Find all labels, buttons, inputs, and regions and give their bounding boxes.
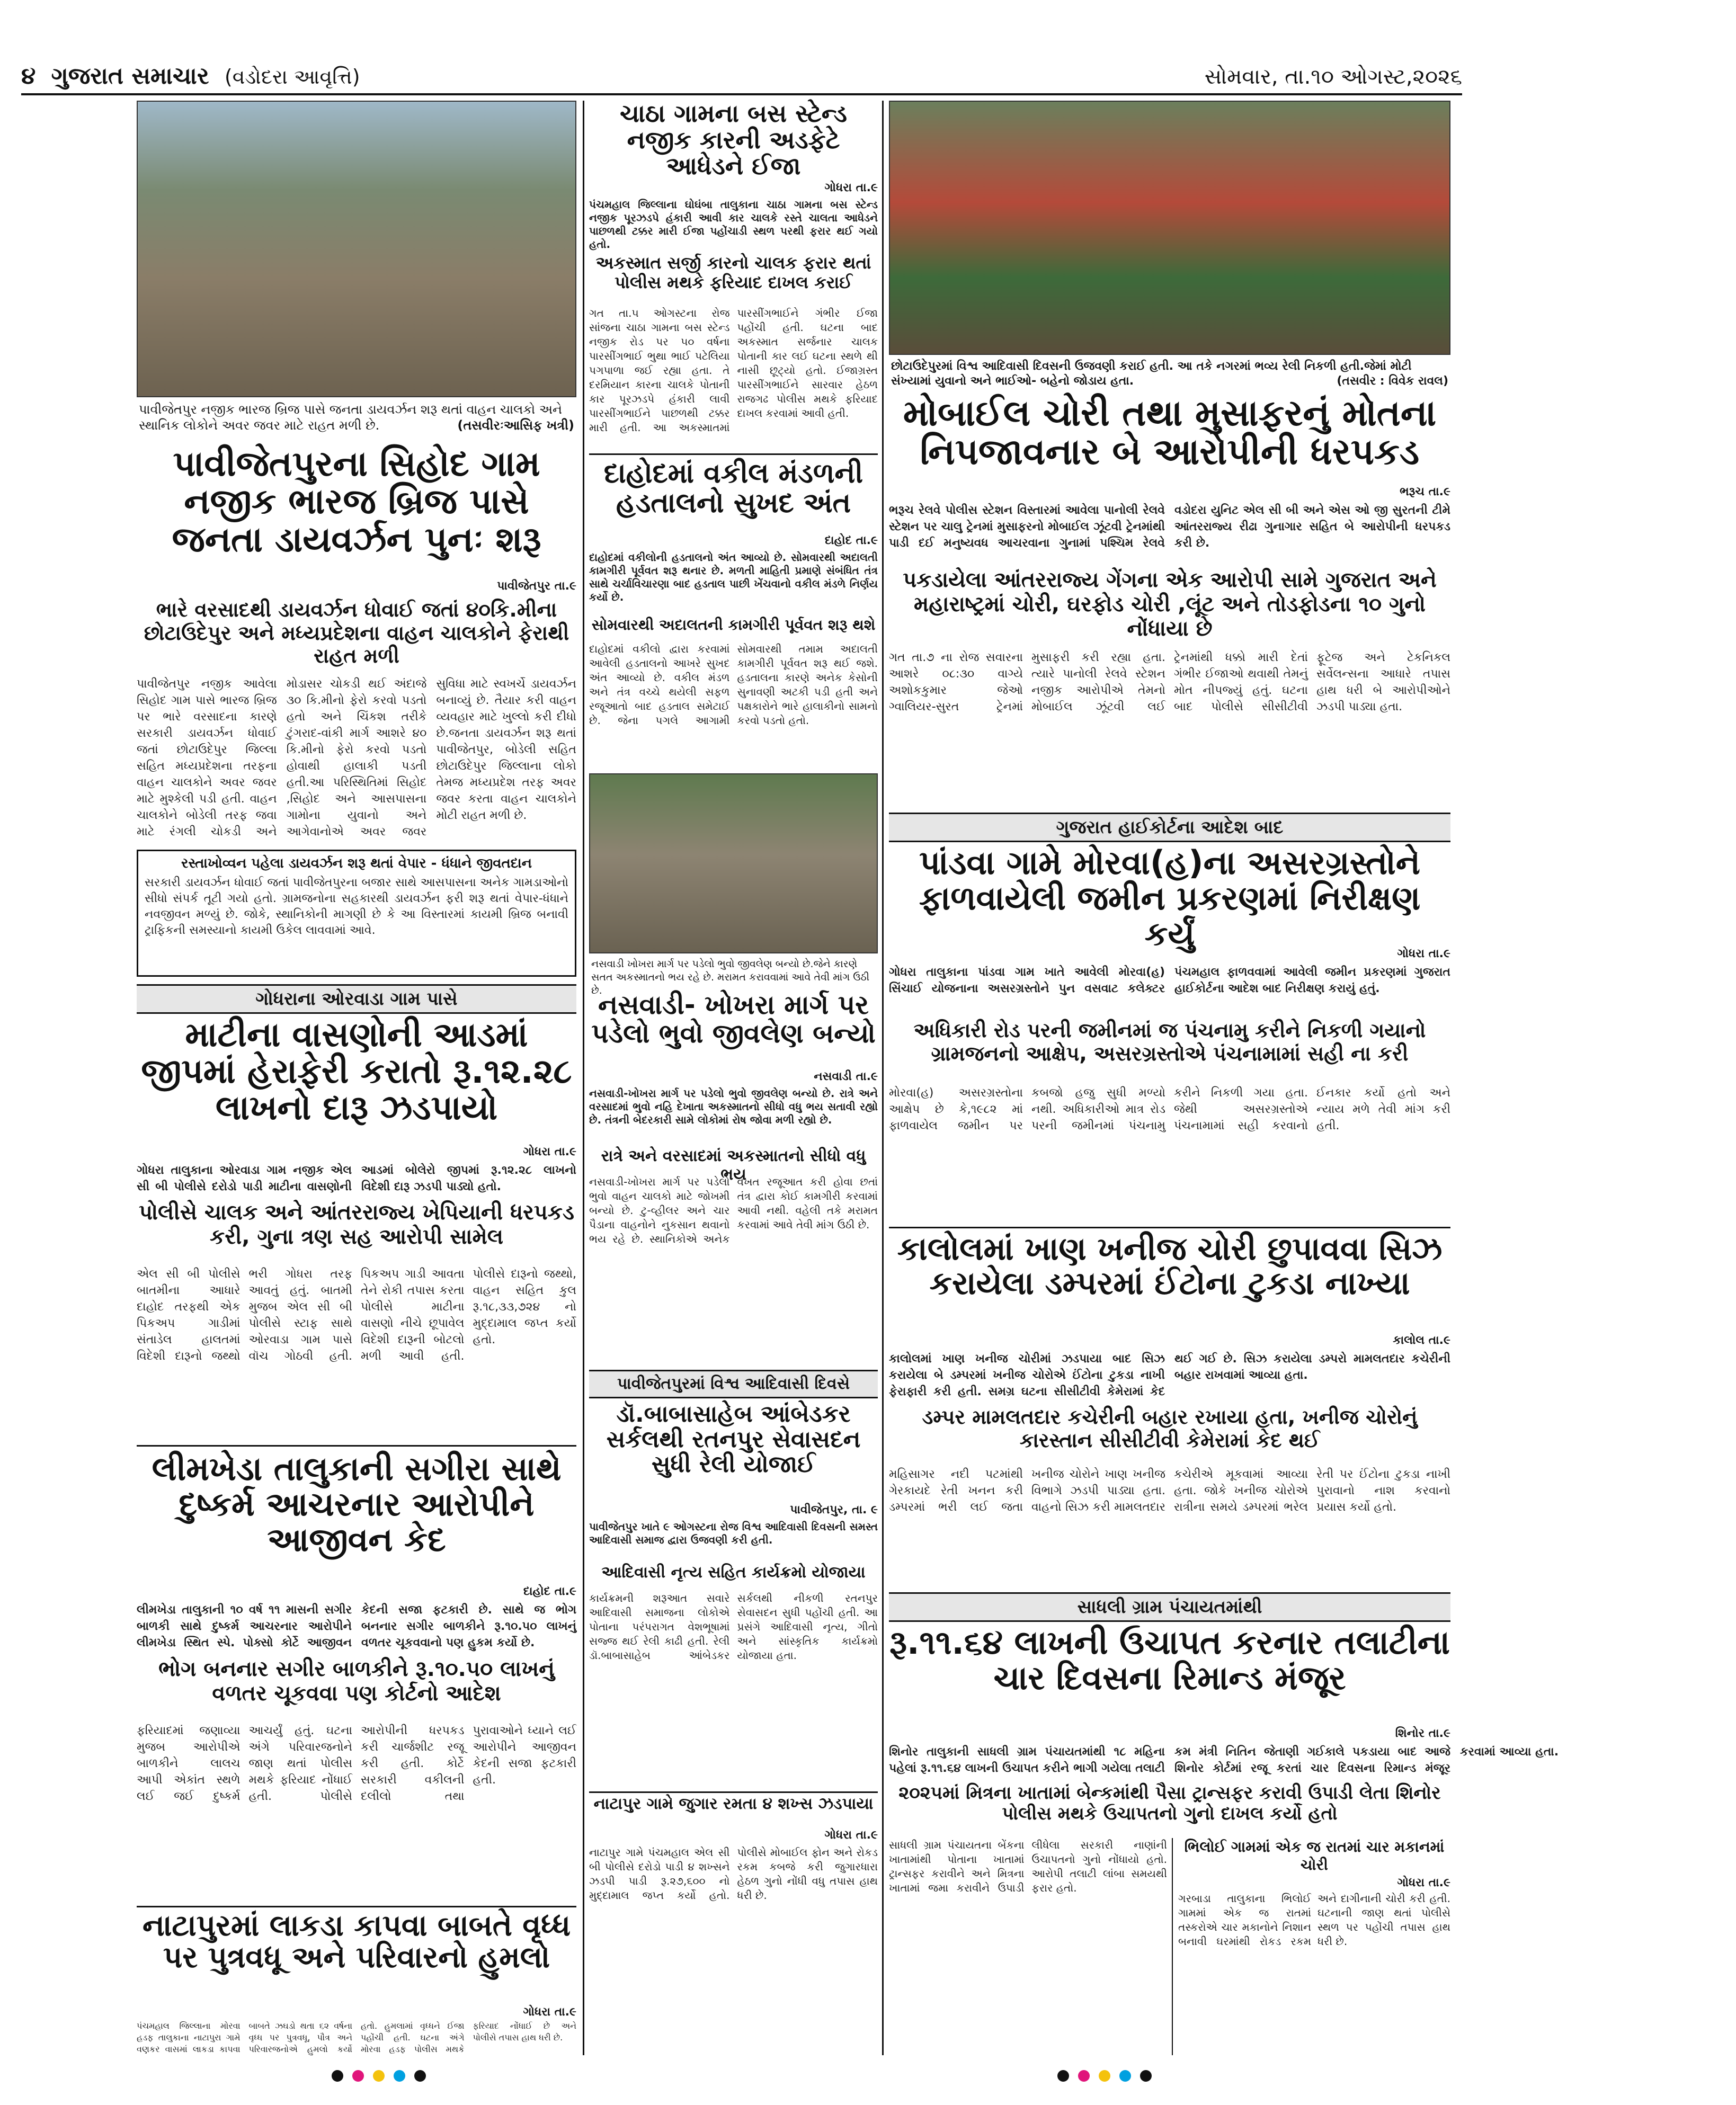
subheadline: પોલીસે ચાલક અને આંતરરાજ્ય ખેપિયાની ધરપકડ કરી, ગુના ત્રણ સહ આરોપી સામેલ xyxy=(139,1200,574,1249)
article-body: મોરવા(હ) અસરગ્રસ્તોના આક્ષેપ છે કે,૧૯૮૨ માં ફાળવાયેલ જમીન પર કબજો હજુ સુધી મળ્યો નથી. અધિકારીઓ માત્ર રોડ પરની જમીનમાં પંચનામુ કરીને નિકળી ગયા હતા. જેથી અસરગ્રસ્તોએ પંચનામામાં સહી કરવાનો ઈનકાર કર્યો હતો અને ન્યાય મળે તેવી માંગ કરી હતી. xyxy=(889,1086,1450,1132)
article-lead: પંચમહાલ જિલ્લાના ઘોઘંબા તાલુકાના ચાઠા ગામના બસ સ્ટેન્ડ નજીક પૂરઝડપે હંકારી આવી કાર ચાલકે રસ્તે ચાલતા આધેડને પાછળથી ટક્કર મારી ઈજા પહોંચાડી સ્થળ પરથી ફરાર થઈ ગયો હતો. xyxy=(589,198,878,251)
article-lead: કાલોલમાં ખાણ ખનીજ ચોરીમાં ઝડપાયા બાદ સિઝ કરાયેલા બે ડમ્પરમાં ખનીજ ચોરોએ ઈંટોના ટુકડા નાખી ફેરાફારી કરી હતી. સમગ્ર ઘટના સીસીટીવી કેમેરામાં કેદ થઈ ગઈ છે. સિઝ કરાયેલા ડમ્પરો મામલતદાર કચેરીની બહાર રાખવામાં આવ્યા હતા. xyxy=(889,1352,1450,1398)
article-lead: ગોધરા તાલુકાના પાંડવા ગામ ખાતે આવેલી મોરવા(હ) સિંચાઈ યોજનાના અસરગ્રસ્તોને પુન વસવાટ કલેક્ટર પંચમહાલ ફાળવવામાં આવેલી જમીન પ્રકરણમાં ગુજરાત હાઈકોર્ટના આદેશ બાદ નિરીક્ષણ કરાયું હતું. xyxy=(889,966,1450,995)
article-body: મહિસાગર નદી પટમાંથી ગેરકાયદે રેતી ખનન કરી ડમ્પરમાં ભરી લઈ જતા ખનીજ ચોરોને ખાણ ખનીજ વિભાગે ઝડપી પાડ્યા હતા. વાહનો સિઝ કરી મામલતદાર કચેરીએ મૂકવામાં આવ્યા હતા. જોકે ખનીજ ચોરોએ રાત્રીના સમયે ડમ્પરમાં ભરેલ રેતી પર ઈંટોના ટુકડા નાખી પુરાવાનો નાશ કરવાનો પ્રયાસ કર્યો હતો. xyxy=(889,1468,1450,1514)
article-body: નાટાપુર ગામે પંચમહાલ એલ સી બી પોલીસે દરોડો પાડી ૪ શખ્સને ઝડપી પાડી રૂ.૨૭,૬૦૦ નો મુદ્દામાલ જપ્ત કર્યો હતો. પોલીસે મોબાઈલ ફોન અને રોકડ રકમ કબજે કરી જુગારધારા હેઠળ ગુનો નોંધી વધુ તપાસ હાથ ધરી છે. xyxy=(589,1846,878,1902)
article-body: નસવાડી-ખોખરા માર્ગ પર પડેલો ભુવો વાહન ચાલકો માટે જોખમી બન્યો છે. ટુ-વ્હીલર અને ચાર પૈડાના વાહનોને નુકસાન થવાનો ભય રહે છે. સ્થાનિકોએ અનેક વખત રજૂઆત કરી હોવા છતાં તંત્ર દ્વારા કોઈ કામગીરી કરવામાં આવી નથી. વહેલી તકે મરામત કરવામાં આવે તેવી માંગ ઉઠી છે. xyxy=(589,1175,878,1245)
pothole-photo xyxy=(589,773,878,953)
article-lead: પાવીજેતપુર ખાતે ૯ ઓગસ્ટના રોજ વિશ્વ આદિવાસી દિવસની સમસ્ત આદિવાસી સમાજ દ્વારા ઉજવણી કરી હતી. xyxy=(589,1520,878,1546)
registration-dots-left xyxy=(328,2066,429,2088)
dateline: નસવાડી તા.૯ xyxy=(814,1070,878,1083)
issue-date: સોમવાર, તા.૧૦ ઓગસ્ટ,૨૦૨૬ xyxy=(1204,65,1462,89)
subheadline: અકસ્માત સર્જી કારનો ચાલક ફરાર થતાં પોલીસ મથકે ફરિયાદ દાખલ કરાઈ xyxy=(595,253,871,292)
subheadline: ૨૦૨૫માં મિત્રના ખાતામાં બેન્કમાંથી પૈસા ટ્રાન્સફર કરાવી ઉપાડી લેતા શિનોર પોલીસ મથકે ઉચાપતનો ગુનો દાખલ કર્યો હતો xyxy=(898,1782,1441,1825)
box-body: સરકારી ડાયવર્ઝન ધોવાઈ જતાં પાવીજેતપુરના બજાર સાથે આસપાસના અનેક ગામડાઓનો સીધો સંપર્ક તૂટી ગયો હતો. ગ્રામજનોના સહકારથી ડાયવર્ઝન ફરી શરૂ થતાં વેપાર-ધંધાને નવજીવન મળ્યું છે. જોકે, સ્થાનિકોની માગણી છે કે આ વિસ્તારમાં કાયમી બ્રિજ બનાવી ટ્રાફિકની સમસ્યાનો કાયમી ઉકેલ લાવવામાં આવે. xyxy=(145,876,568,937)
dateline: ગોધરા તા.૯ xyxy=(824,1829,878,1842)
photo-credit: (તસવીર : વિવેક રાવલ) xyxy=(1337,374,1448,388)
subheadline: આદિવાસી નૃત્ય સહિત કાર્યક્રમો યોજાયા xyxy=(601,1563,866,1582)
subheadline: ડમ્પર મામલતદાર કચેરીની બહાર રખાયા હતા, ખનીજ ચોરોનું કારસ્તાન સીસીટીવી કેમેરામાં કેદ થઈ xyxy=(922,1405,1418,1452)
paper-name: ગુજરાત સમાચાર xyxy=(51,63,209,90)
subheadline: ભારે વરસાદથી ડાયવર્ઝન ધોવાઈ જતાં ૪૦કિ.મીના છોટાઉદેપુર અને મધ્યપ્રદેશના વાહન ચાલકોને ફેરાથી રાહત મળી xyxy=(144,598,569,668)
kicker: પાવીજેતપુરમાં વિશ્વ આદિવાસી દિવસે xyxy=(589,1370,878,1398)
subheadline: અધિકારી રોડ પરની જમીનમાં જ પંચનામુ કરીને નિકળી ગયાનો ગ્રામજનનો આક્ષેપ, અસરગ્રસ્તોએ પંચનામામાં સહી ના કરી xyxy=(913,1019,1426,1065)
dateline: કાલોલ તા.૯ xyxy=(1393,1334,1450,1347)
section-divider xyxy=(889,1227,1450,1228)
article-body: ફરિયાદમાં જણાવ્યા મુજબ આરોપીએ બાળકીને લાલચ આપી એકાંત સ્થળે લઈ જઈ દુષ્કર્મ આચર્યું હતું. ઘટના અંગે પરિવારજનોને જાણ થતાં પોલીસ મથકે ફરિયાદ નોંધાઈ હતી. પોલીસે આરોપીની ધરપકડ કરી ચાર્જશીટ રજૂ કરી હતી. કોર્ટે સરકારી વકીલની દલીલો તથા પુરાવાઓને ધ્યાને લઈ આરોપીને આજીવન કેદની સજા ફટકારી હતી. xyxy=(137,1724,576,1803)
dateline: ગોધરા તા.૯ xyxy=(523,1145,576,1158)
registration-dot xyxy=(1057,2070,1069,2082)
kicker: ગુજરાત હાઈકોર્ટના આદેશ બાદ xyxy=(889,813,1450,842)
dateline: ગોધરા તા.૯ xyxy=(1397,947,1450,960)
column-rule xyxy=(882,101,884,2055)
article-lead: ગોધરા તાલુકાના ઓરવાડા ગામ નજીક એલ સી બી પોલીસે દરોડો પાડી માટીના વાસણોની આડમાં બોલેરો જીપમાં રૂ.૧૨.૨૮ લાખનો વિદેશી દારૂ ઝડપી પાડ્યો હતો. xyxy=(137,1164,576,1193)
dateline: દાહોદ તા.૯ xyxy=(824,534,878,547)
registration-dot xyxy=(394,2070,405,2082)
brief-box xyxy=(1172,1838,1450,2055)
headline: માટીના વાસણોની આડમાં જીપમાં હેરાફેરી કરાતો રૂ.૧૨.૨૮ લાખનો દારૂ ઝડપાયો xyxy=(141,1015,572,1128)
dateline: ભરૂચ તા.૯ xyxy=(1400,485,1450,498)
dateline: દાહોદ તા.૯ xyxy=(523,1585,576,1598)
dateline: ગોધરા તા.૯ xyxy=(523,2005,576,2019)
page-number: ૪ xyxy=(21,63,36,90)
headline: મોબાઈલ ચોરી તથા મુસાફરનું મોતના નિપજાવનાર બે આરોપીની ધરપકડ xyxy=(903,393,1437,474)
article-body: એલ સી બી પોલીસે બાતમીના આધારે દાહોદ તરફથી એક પિકઅપ ગાડીમાં સંતાડેલ હાલતમાં વિદેશી દારૂનો જથ્થો ભરી ગોધરા તરફ આવતું હતું. બાતમી મુજબ એલ સી બી પોલીસે સ્ટાફ સાથે ઓરવાડા ગામ પાસે વૉચ ગોઠવી હતી. પિકઅપ ગાડી આવતા તેને રોકી તપાસ કરતા પોલીસે માટીના વાસણો નીચે છૂપાવેલ વિદેશી દારૂની બોટલો મળી આવી હતી. પોલીસે દારૂનો જથ્થો, વાહન સહિત કુલ રૂ.૧૮,૩૩,૭૨૪ નો મુદ્દામાલ જપ્ત કર્યો હતો. xyxy=(137,1268,576,1363)
dateline: શિનોર તા.૯ xyxy=(1395,1727,1450,1740)
brief-body: ગરબાડા તાલુકાના ભિલોઈ ગામમાં એક જ રાતમાં તસ્કરોએ ચાર મકાનોને નિશાન બનાવી ઘરમાંથી રોકડ રકમ અને દાગીનાની ચોરી કરી હતી. ઘટનાની જાણ થતાં પોલીસે સ્થળ પર પહોંચી તપાસ હાથ ધરી છે. xyxy=(1178,1892,1450,1948)
photo-caption xyxy=(889,356,1450,391)
article-lead: ભરૂચ રેલવે પોલીસ સ્ટેશન વિસ્તારમાં આવેલા પાનોલી રેલવે સ્ટેશન પર ચાલુ ટ્રેનમાં મુસાફરનો મોબાઈલ ઝૂંટવી ટ્રેનમાંથી પાડી દઈ મનુષ્યવધ આચરવાના ગુનામાં પશ્ચિમ રેલવે વડોદરા યુનિટ એલ સી બી અને એસ ઓ જી સુરતની ટીમે આંતરરાજ્ય રીઢા ગુનાગાર સહિત બે આરોપીની ધરપકડ કરી છે. xyxy=(889,504,1450,550)
registration-dots-right xyxy=(1054,2066,1155,2088)
article-body: પંચમહાલ જિલ્લાના મોરવા હડફ તાલુકાના નાટાપુરા ગામે વણકર વાસમાં લાકડા કાપવા બાબતે ઝઘડો થતા ૬૨ વર્ષના વૃધ્ધ પર પુત્રવધૂ, પૌત્ર અને પરિવારજનોએ હુમલો કર્યો હતો. હુમલામાં વૃધ્ધને ઈજા પહોંચી હતી. ઘટના અંગે મોરવા હડફ પોલીસ મથકે ફરિયાદ નોંધાઈ છે અને પોલીસે તપાસ હાથ ધરી છે. xyxy=(137,2021,576,2054)
article-body: કાર્યક્રમની શરૂઆત સવારે આદિવાસી સમાજના લોકોએ પોતાના પરંપરાગત વેશભૂષામાં સજ્જ થઈ રેલી કાઢી હતી. રેલી ડૉ.બાબાસાહેબ આંબેડકર સર્કલથી નીકળી રતનપુર સેવાસદન સુધી પહોંચી હતી. આ પ્રસંગે આદિવાસી નૃત્ય, ગીતો અને સાંસ્કૃતિક કાર્યક્રમો યોજાયા હતા. xyxy=(589,1592,878,1662)
registration-dot xyxy=(373,2070,385,2082)
headline: નાટાપુર ગામે જુગાર રમતા ૪ શખ્સ ઝડપાયા xyxy=(593,1795,874,1813)
headline: પાંડવા ગામે મોરવા(હ)ના અસરગ્રસ્તોને ફાળવાયેલી જમીન પ્રકરણમાં નિરીક્ષણ કર્યું xyxy=(919,843,1421,953)
headline: કાલોલમાં ખાણ ખનીજ ચોરી છુપાવવા સિઝ કરાયેલા ડમ્પરમાં ઈંટોના ટુકડા નાખ્યા xyxy=(897,1230,1443,1302)
kicker: ગોધરાના ઓરવાડા ગામ પાસે xyxy=(137,984,576,1014)
section-divider xyxy=(137,1906,576,1907)
kicker: સાધલી ગ્રામ પંચાયતમાંથી xyxy=(889,1592,1450,1622)
headline: લીમખેડા તાલુકાની સગીરા સાથે દુષ્કર્મ આચરનાર આરોપીને આજીવન કેદ xyxy=(152,1449,562,1559)
registration-dot xyxy=(1119,2070,1131,2082)
article-lead: નસવાડી-ખોખરા માર્ગ પર પડેલો ભુવો જીવલેણ બન્યો છે. રાત્રે અને વરસાદમાં ભુવો નહિ દેખાતા અકસ્માતનો સીધો વધુ ભય સતાવી રહ્યો છે. તંત્રની બેદરકારી સામે લોકોમાં રોષ જોવા મળી રહ્યો છે. xyxy=(589,1087,878,1126)
section-divider xyxy=(137,1445,576,1447)
subheadline: રાત્રે અને વરસાદમાં અકસ્માતનો સીધો વધુ ભય xyxy=(601,1147,866,1184)
column-rule xyxy=(583,101,584,2055)
photo-caption: નસવાડી ખોખરા માર્ગ પર પડેલો ભુવો જીવલેણ બન્યો છે.જેને કારણે સતત અકસ્માતનો ભય રહે છે. મરામત કરાવવામાં આવે તેવી માંગ ઉઠી છે. xyxy=(589,955,878,988)
masthead xyxy=(21,63,1462,95)
box-title: રસ્તાખોવ્વન પહેલા ડાયવર્ઝન શરૂ થતાં વેપાર - ધંધાને જીવતદાન xyxy=(181,855,532,871)
dateline: પાવીજેતપુર તા.૯ xyxy=(497,579,576,593)
masthead-left xyxy=(21,63,360,90)
article-lead: દાહોદમાં વકીલોની હડતાલનો અંત આવ્યો છે. સોમવારથી અદાલતી કામગીરી પૂર્વવત શરૂ થનાર છે. મળતી માહિતી પ્રમાણે સંબંધિત તંત્ર સાથે ચર્ચાવિચારણા બાદ હડતાલ પાછી ખેંચવાનો વકીલ મંડળે નિર્ણય કર્યો છે. xyxy=(589,551,878,603)
photo-credit: (તસવીરઃઆસિફ ખત્રી) xyxy=(457,418,574,433)
brief-headline: ભિલોઈ ગામમાં એક જ રાતમાં ચાર મકાનમાં ચોરી xyxy=(1184,1838,1445,1874)
caption-text: છોટાઉદેપુરમાં વિશ્વ આદિવાસી દિવસની ઉજવણી કરાઈ હતી. આ તકે નગરમાં ભવ્ય રેલી નિકળી હતી.જેમાં મોટી સંખ્યામાં યુવાનો અને ભાઈઓ- બહેનો જોડાય હતા. xyxy=(891,360,1412,388)
article-lead: લીમખેડા તાલુકાની ૧૦ વર્ષ ૧૧ માસની સગીર બાળકી સાથે દુષ્કર્મ આચરનાર આરોપીને લીમખેડા સ્થિત સ્પે. પોક્સો કોર્ટે આજીવન કેદની સજા ફટકારી છે. સાથે જ ભોગ બનનાર સગીર બાળકીને રૂ.૧૦.૫૦ લાખનું વળતર ચૂકવવાનો પણ હુકમ કર્યો છે. xyxy=(137,1603,576,1649)
tribal-rally-photo xyxy=(889,101,1450,355)
article-lead: શિનોર તાલુકાની સાધલી ગ્રામ પંચાયતમાંથી ૧૮ મહિના પહેલાં રૂ.૧૧.૬૪ લાખની ઉચાપત કરીને ભાગી ગયેલા તલાટી કમ મંત્રી નિતિન જેતાણી ગઈકાલે પકડાયા બાદ આજે શિનોર કોર્ટમાં રજૂ કરતાં ચાર દિવસના રિમાન્ડ મંજૂર કરવામાં આવ્યા હતા. xyxy=(889,1745,1559,1775)
info-box xyxy=(137,850,576,977)
headline: દાહોદમાં વકીલ મંડળની હડતાલનો સુખદ અંત xyxy=(603,458,863,520)
print-registration-marks xyxy=(328,2066,1155,2087)
headline: ડૉ.બાબાસાહેબ આંબેડકર સર્કલથી રતનપુર સેવાસદન સુધી રેલી યોજાઈ xyxy=(606,1401,861,1478)
registration-dot xyxy=(1140,2070,1152,2082)
edition-label: (વડોદરા આવૃત્તિ) xyxy=(224,65,360,88)
dateline: પાવીજેતપુર, તા. ૯ xyxy=(790,1503,878,1517)
headline: નસવાડી- ખોખરા માર્ગ પર પડેલો ભુવો જીવલેણ બન્યો xyxy=(591,989,876,1049)
registration-dot xyxy=(1078,2070,1090,2082)
headline: પાવીજેતપુરના સિહોદ ગામ નજીક ભારજ બ્રિજ પાસે જનતા ડાયવર્ઝન પુનઃ શરૂ xyxy=(172,443,541,560)
dateline: ગોધરા તા.૯ xyxy=(1397,1876,1450,1889)
caption-text: પાવીજેતપુર નજીક ભારજ બ્રિજ પાસે જનતા ડાયવર્ઝન શરૂ થતાં વાહન ચાલકો અને સ્થાનિક લોકોને અવર જવર માટે રાહત મળી છે. xyxy=(139,402,562,433)
subheadline: પકડાયેલા આંતરરાજ્ય ગેંગના એક આરોપી સામે ગુજરાત અને મહારાષ્ટ્રમાં ચોરી, ઘરફોડ ચોરી ,લૂંટ અને તોડફોડના ૧૦ ગુનો નોંધાયા છે xyxy=(903,568,1437,641)
article-body: ગત તા.૫ ઓગસ્ટના રોજ સાંજના ચાઠા ગામના બસ સ્ટેન્ડ નજીક રોડ પર ૫૦ વર્ષના પારસીંગભાઈ ભુથા ભાઈ પટેલિયા પગપાળા જઈ રહ્યા હતા. તે દરમિયાન કારના ચાલકે પોતાની કાર પૂરઝડપે હંકારી લાવી પારસીંગભાઈને પાછળથી ટક્કર મારી હતી. આ અકસ્માતમાં પારસીંગભાઈને ગંભીર ઈજા પહોંચી હતી. ઘટના બાદ અકસ્માત સર્જનાર ચાલક પોતાની કાર લઈ ઘટના સ્થળે થી નાસી છૂટ્યો હતો. ઈજાગ્રસ્ત પારસીંગભાઈને સારવાર હેઠળ રાજગઢ પોલીસ મથકે ફરિયાદ દાખલ કરવામાં આવી હતી. xyxy=(589,307,878,434)
article-body: પાવીજેતપુર નજીક આવેલા સિહોદ ગામ પાસે ભારજ બ્રિજ પર ભારે વરસાદના કારણે સરકારી ડાયવર્ઝન ધોવાઈ જતાં છોટાઉદેપુર જિલ્લા સહિત મધ્યપ્રદેશના તરફના વાહન ચાલકોને અવર જવર માટે મુશ્કેલી પડી હતી. વાહન ચાલકોને બોડેલી તરફ જવા માટે રંગલી ચોકડી અને મોડાસર ચોકડી થઈ અંદાજે ૩૦ કિ.મીનો ફેરો કરવો પડતો હતો અને ચિંકશ તરીકે ટુંગરાદ-વાંકી માર્ગ આશરે ૪૦ કિ.મીનો ફેરો કરવો પડતો હોવાથી હાલાકી પડતી હતી.આ પરિસ્થિતિમાં સિહોદ ,સિહોદ અને આસપાસના ગામોના યુવાનો અને આગેવાનોએ અવર જવર સુવિધા માટે સ્વખર્ચે ડાયવર્ઝન બનાવ્યું છે. તૈયાર કરી વાહન વ્યવહાર માટે ખુલ્લો કરી દીધો છે.જનતા ડાયવર્ઝન શરૂ થતાં પાવીજેતપુર, બોડેલી સહિત છોટાઉદેપુર જિલ્લાના લોકો તેમજ મધ્યપ્રદેશ તરફ અવર જવર કરતા વાહન ચાલકોને મોટી રાહત મળી છે. xyxy=(137,677,576,839)
registration-dot xyxy=(332,2070,343,2082)
headline: ચાઠા ગામના બસ સ્ટેન્ડ નજીક કારની અડફેટે આધેડને ઈજા xyxy=(619,99,848,181)
article-body: ગત તા.૭ ના રોજ સવારના આશરે ૦૮:૩૦ વાગ્યે અશોકકુમાર જેઓ ગ્વાલિયર-સુરત ટ્રેનમાં મુસાફરી કરી રહ્યા હતા. ત્યારે પાનોલી રેલવે સ્ટેશન નજીક આરોપીએ તેમનો મોબાઈલ ઝૂંટવી લઈ ટ્રેનમાંથી ધક્કો મારી દેતાં ગંભીર ઈજાઓ થવાથી તેમનું મોત નીપજ્યું હતું. ઘટના બાદ પોલીસે સીસીટીવી ફૂટેજ અને ટેકનિકલ સર્વેલન્સના આધારે તપાસ હાથ ધરી બે આરોપીઓને ઝડપી પાડ્યા હતા. xyxy=(889,651,1450,713)
registration-dot xyxy=(1099,2070,1110,2082)
registration-dot xyxy=(414,2070,426,2082)
section-divider xyxy=(589,1791,878,1793)
article-body: દાહોદમાં વકીલો દ્વારા કરવામાં આવેલી હડતાલનો આખરે સુખદ અંત આવ્યો છે. વકીલ મંડળ અને તંત્ર વચ્ચે થયેલી સફળ રજૂઆતો બાદ હડતાલ સમેટાઈ છે. જેના પગલે આગામી સોમવારથી તમામ અદાલતી કામગીરી પૂર્વવત શરૂ થઈ જશે. હડતાલના કારણે અનેક કેસોની સુનાવણી અટકી પડી હતી અને પક્ષકારોને ભારે હાલાકીનો સામનો કરવો પડતો હતો. xyxy=(589,643,878,727)
section-divider xyxy=(589,453,878,455)
article-body: સાધલી ગ્રામ પંચાયતના બેંકના ખાતામાંથી પોતાના ખાતામાં ટ્રાન્સફર કરાવીને અને મિત્રના ખાતામાં જમા કરાવીને ઉપાડી લીધેલા સરકારી નાણાંની ઉચાપતનો ગુનો નોંધાયો હતો. આરોપી તલાટી લાંબા સમયથી ફરાર હતો. xyxy=(889,1839,1167,1894)
dateline: ગોધરા તા.૯ xyxy=(824,181,878,194)
headline: નાટાપુરમાં લાકડા કાપવા બાબતે વૃધ્ધ પર પુત્રવધૂ અને પરિવારનો હુમલો xyxy=(142,1908,571,1975)
registration-dot xyxy=(352,2070,364,2082)
photo-caption xyxy=(137,398,576,440)
subheadline: ભોગ બનનાર સગીર બાળકીને રૂ.૧૦.૫૦ લાખનું વળતર ચૂકવવા પણ કોર્ટનો આદેશ xyxy=(158,1657,555,1706)
headline: રૂ.૧૧.૬૪ લાખની ઉચાપત કરનાર તલાટીના ચાર દિવસના રિમાન્ડ મંજૂર xyxy=(889,1623,1450,1697)
road-diversion-photo xyxy=(137,101,576,397)
subheadline: સોમવારથી અદાલતની કામગીરી પૂર્વવત શરૂ થશે xyxy=(591,616,876,634)
